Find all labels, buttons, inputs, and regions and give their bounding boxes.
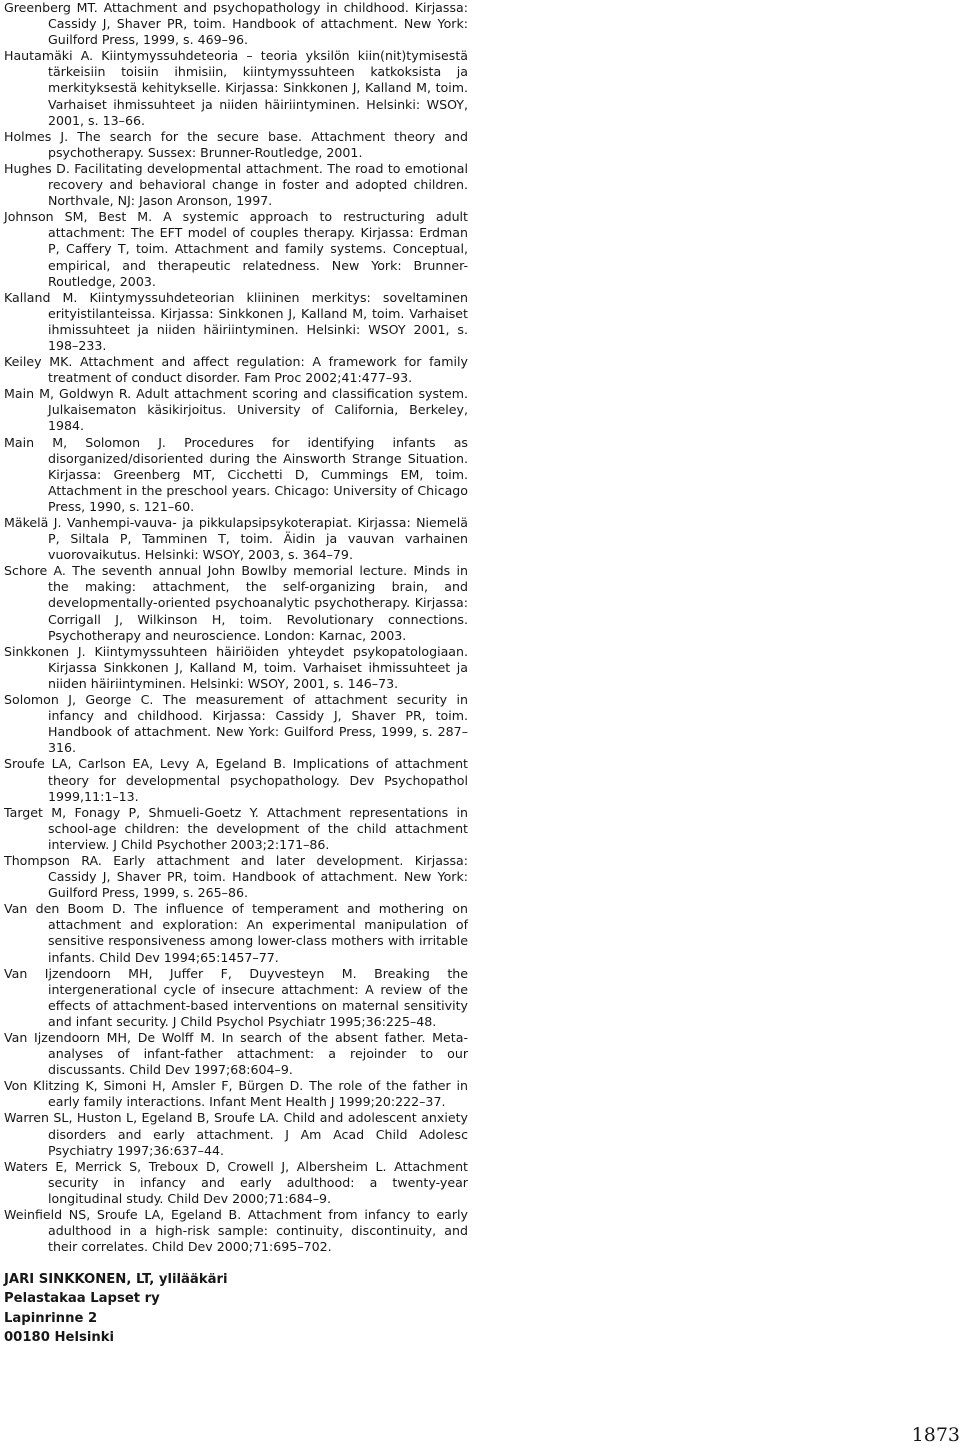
- author-organization: Pelastakaa Lapset ry: [4, 1291, 160, 1307]
- reference-item: Von Klitzing K, Simoni H, Amsler F, Bürgen D. The role of the father in early family interactions. Infant Ment Health J 1999;20:222–37.: [4, 1078, 468, 1110]
- author-contact: [4, 1270, 228, 1347]
- reference-item: Main M, Solomon J. Procedures for identifying infants as disorganized/disoriented during the Ainsworth Strange Situation. Kirjassa: Greenberg MT, Cicchetti D, Cummings EM, toim. Attachment in the preschool years. Chicago: University of Chicago Press, 1990, s. 121–60.: [4, 434, 468, 514]
- reference-item: Sroufe LA, Carlson EA, Levy A, Egeland B. Implications of attachment theory for developmental psychopathology. Dev Psychopathol 1999,11:1–13.: [4, 756, 468, 804]
- reference-item: Holmes J. The search for the secure base. Attachment theory and psychotherapy. Sussex: Brunner-Routledge, 2001.: [4, 128, 468, 160]
- reference-item: Warren SL, Huston L, Egeland B, Sroufe LA. Child and adolescent anxiety disorders and early attachment. J Am Acad Child Adolesc Psychiatry 1997;36:637–44.: [4, 1110, 468, 1158]
- reference-item: Waters E, Merrick S, Treboux D, Crowell J, Albersheim L. Attachment security in infancy and early adulthood: a twenty-year longitudinal study. Child Dev 2000;71:684–9.: [4, 1158, 468, 1206]
- reference-item: Hautamäki A. Kiintymyssuhdeteoria – teoria yksilön kiin(nit)tymisestä tärkeisiin toisiin ihmisiin, kiintymyssuhteen katkoksista ja merkityksestä kehitykselle. Kirjassa: Sinkkonen J, Kalland M, toim. Varhaiset ihmissuhteet ja niiden häiriintyminen. Helsinki: WSOY, 2001, s. 13–66.: [4, 48, 468, 128]
- reference-item: Target M, Fonagy P, Shmueli-Goetz Y. Attachment representations in school-age children: the development of the child attachment interview. J Child Psychother 2003;2:171–86.: [4, 804, 468, 852]
- author-postal: 00180 Helsinki: [4, 1329, 115, 1345]
- reference-item: Kalland M. Kiintymyssuhdeteorian kliininen merkitys: soveltaminen erityistilanteissa. Kirjassa: Sinkkonen J, Kalland M, toim. Varhaiset ihmissuhteet ja niiden häiriintyminen. Helsinki: WSOY 2001, s. 198–233.: [4, 289, 468, 353]
- page-number: 1873: [911, 1424, 960, 1446]
- reference-item: Sinkkonen J. Kiintymyssuhteen häiriöiden yhteydet psykopatologiaan. Kirjassa Sinkkonen J, Kalland M, toim. Varhaiset ihmissuhteet ja niiden häiriintyminen. Helsinki: WSOY, 2001, s. 146–73.: [4, 643, 468, 691]
- reference-item: Greenberg MT. Attachment and psychopathology in childhood. Kirjassa: Cassidy J, Shaver PR, toim. Handbook of attachment. New York: Guilford Press, 1999, s. 469–96.: [4, 0, 468, 48]
- reference-item: Van Ijzendoorn MH, De Wolff M. In search of the absent father. Meta-analyses of infant-father attachment: a rejoinder to our discussants. Child Dev 1997;68:604–9.: [4, 1030, 468, 1078]
- reference-list: [4, 0, 468, 1255]
- reference-item: Schore A. The seventh annual John Bowlby memorial lecture. Minds in the making: attachment, the self-organizing brain, and developmentally-oriented psychoanalytic psychotherapy. Kirjassa: Corrigall J, Wilkinson H, toim. Revolutionary connections. Psychotherapy and neuroscience. London: Karnac, 2003.: [4, 563, 468, 643]
- reference-item: Van Ijzendoorn MH, Juffer F, Duyvesteyn M. Breaking the intergenerational cycle of insecure attachment: A review of the effects of attachment-based interventions on maternal sensitivity and infant security. J Child Psychol Psychiatr 1995;36:225–48.: [4, 965, 468, 1029]
- reference-item: Keiley MK. Attachment and affect regulation: A framework for family treatment of conduct disorder. Fam Proc 2002;41:477–93.: [4, 354, 468, 386]
- author-name: JARI SINKKONEN, LT, ylilääkäri: [4, 1272, 228, 1287]
- reference-item: Johnson SM, Best M. A systemic approach to restructuring adult attachment: The EFT model of couples therapy. Kirjassa: Erdman P, Caffery T, toim. Attachment and family systems. Conceptual, empirical, and therapeutic relatedness. New York: Brunner-Routledge, 2003.: [4, 209, 468, 289]
- reference-item: Weinfield NS, Sroufe LA, Egeland B. Attachment from infancy to early adulthood in a high-risk sample: continuity, discontinuity, and their correlates. Child Dev 2000;71:695–702.: [4, 1207, 468, 1255]
- reference-item: Mäkelä J. Vanhempi-vauva- ja pikkulapsipsykoterapiat. Kirjassa: Niemelä P, Siltala P, Tamminen T, toim. Äidin ja vauvan varhainen vuorovaikutus. Helsinki: WSOY, 2003, s. 364–79.: [4, 515, 468, 563]
- reference-item: Hughes D. Facilitating developmental attachment. The road to emotional recovery and behavioral change in foster and adopted children. Northvale, NJ: Jason Aronson, 1997.: [4, 160, 468, 209]
- author-street: Lapinrinne 2: [4, 1310, 98, 1326]
- reference-item: Thompson RA. Early attachment and later development. Kirjassa: Cassidy J, Shaver PR, toim. Handbook of attachment. New York: Guilford Press, 1999, s. 265–86.: [4, 852, 468, 901]
- reference-item: Main M, Goldwyn R. Adult attachment scoring and classification system. Julkaisematon käsikirjoitus. University of California, Berkeley, 1984.: [4, 386, 468, 434]
- reference-item: Solomon J, George C. The measurement of attachment security in infancy and childhood. Kirjassa: Cassidy J, Shaver PR, toim. Handbook of attachment. New York: Guilford Press, 1999, s. 287–316.: [4, 692, 468, 756]
- reference-item: Van den Boom D. The influence of temperament and mothering on attachment and exploration: An experimental manipulation of sensitive responsiveness among lower-class mothers with irritable infants. Child Dev 1994;65:1457–77.: [4, 901, 468, 965]
